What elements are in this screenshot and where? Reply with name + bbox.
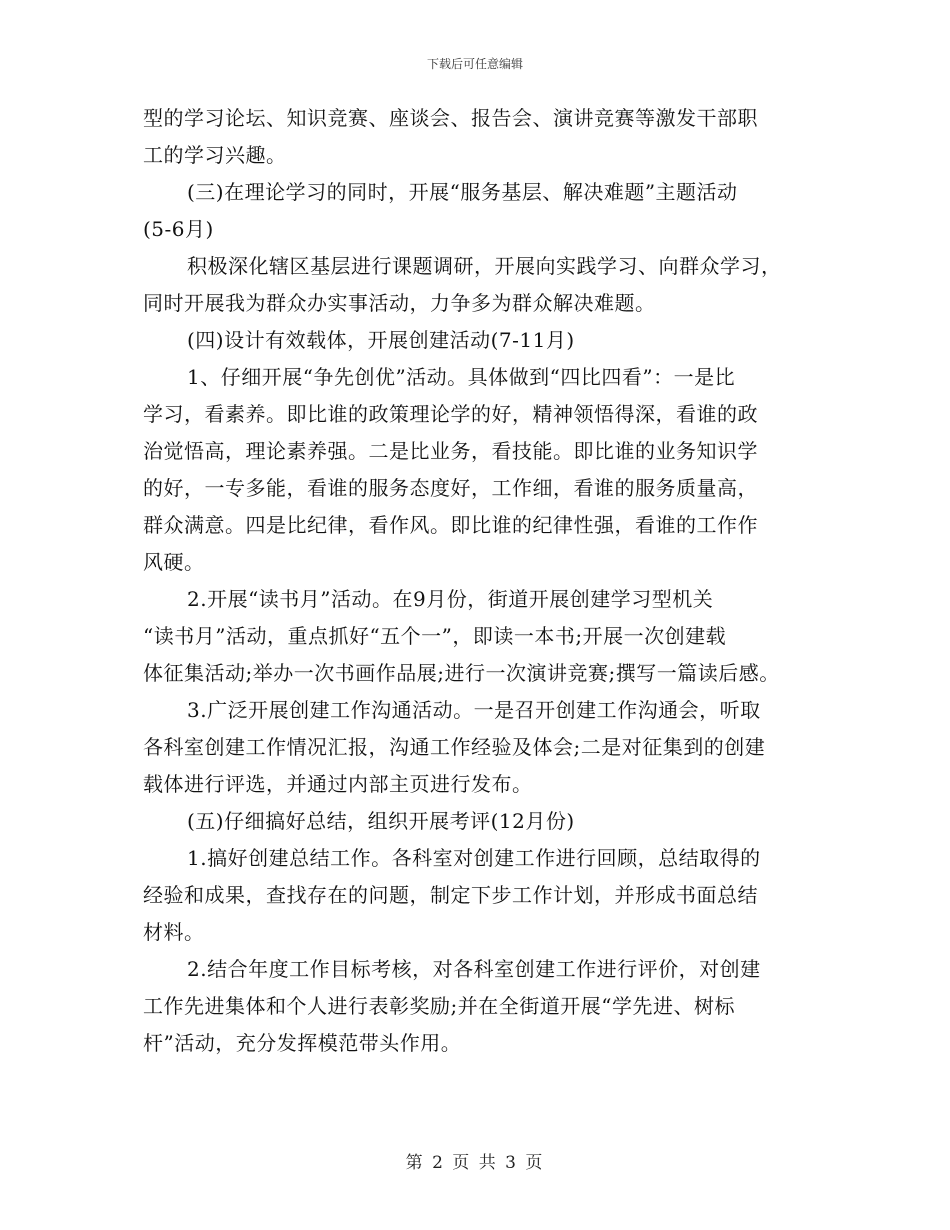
text-line: 经验和成果，查找存在的问题，制定下步工作计划，并形成书面总结 [143,883,758,907]
text-line: 积极深化辖区基层进行课题调研，开展向实践学习、向群众学习， [187,254,782,278]
text-line: 同时开展我为群众办实事活动，力争多为群众解决难题。 [143,291,656,315]
text-line: 各科室创建工作情况汇报，沟通工作经验及体会;二是对征集到的创建 [143,735,766,759]
document-body [143,100,823,1062]
text-line: 风硬。 [143,550,205,574]
text-line: (五)仔细搞好总结，组织开展考评(12月份) [187,809,575,833]
text-line: 1.搞好创建总结工作。各科室对创建工作进行回顾，总结取得的 [187,846,761,870]
text-line: (三)在理论学习的同时，开展“服务基层、解决难题”主题活动 [187,180,738,204]
text-line: “读书月”活动，重点抓好“五个一”，即读一本书;开展一次创建载 [143,624,727,648]
text-line: 3.广泛开展创建工作沟通活动。一是召开创建工作沟通会，听取 [187,698,761,722]
text-line: (四)设计有效载体，开展创建活动(7-11月) [187,328,575,352]
text-line: (5-6月) [143,217,214,241]
text-line: 体征集活动;举办一次书画作品展;进行一次演讲竞赛;撰写一篇读后感。 [143,661,780,685]
text-line: 学习，看素养。即比谁的政策理论学的好，精神领悟得深，看谁的政 [143,402,758,426]
text-line: 群众满意。四是比纪律，看作风。即比谁的纪律性强，看谁的工作作 [143,513,758,537]
text-line: 工的学习兴趣。 [143,143,287,167]
text-line: 载体进行评选，并通过内部主页进行发布。 [143,772,533,796]
text-line: 2.开展“读书月”活动。在9月份，街道开展创建学习型机关 [187,587,714,611]
text-line: 工作先进集体和个人进行表彰奖励;并在全街道开展“学先进、树标 [143,994,735,1018]
text-line: 型的学习论坛、知识竞赛、座谈会、报告会、演讲竞赛等激发干部职 [143,106,758,130]
text-line: 材料。 [143,920,205,944]
text-line: 1、仔细开展“争先创优”活动。具体做到“四比四看”：一是比 [187,365,736,389]
text-line: 治觉悟高，理论素养强。二是比业务，看技能。即比谁的业务知识学 [143,439,758,463]
page-number: 第 2 页 共 3 页 [405,1153,545,1173]
text-line: 的好，一专多能，看谁的服务态度好，工作细，看谁的服务质量高， [143,476,758,500]
text-line: 杆”活动，充分发挥模范带头作用。 [143,1031,462,1055]
text-line: 2.结合年度工作目标考核，对各科室创建工作进行评价，对创建 [187,957,761,981]
page-header: 下载后可任意编辑 [426,57,523,71]
